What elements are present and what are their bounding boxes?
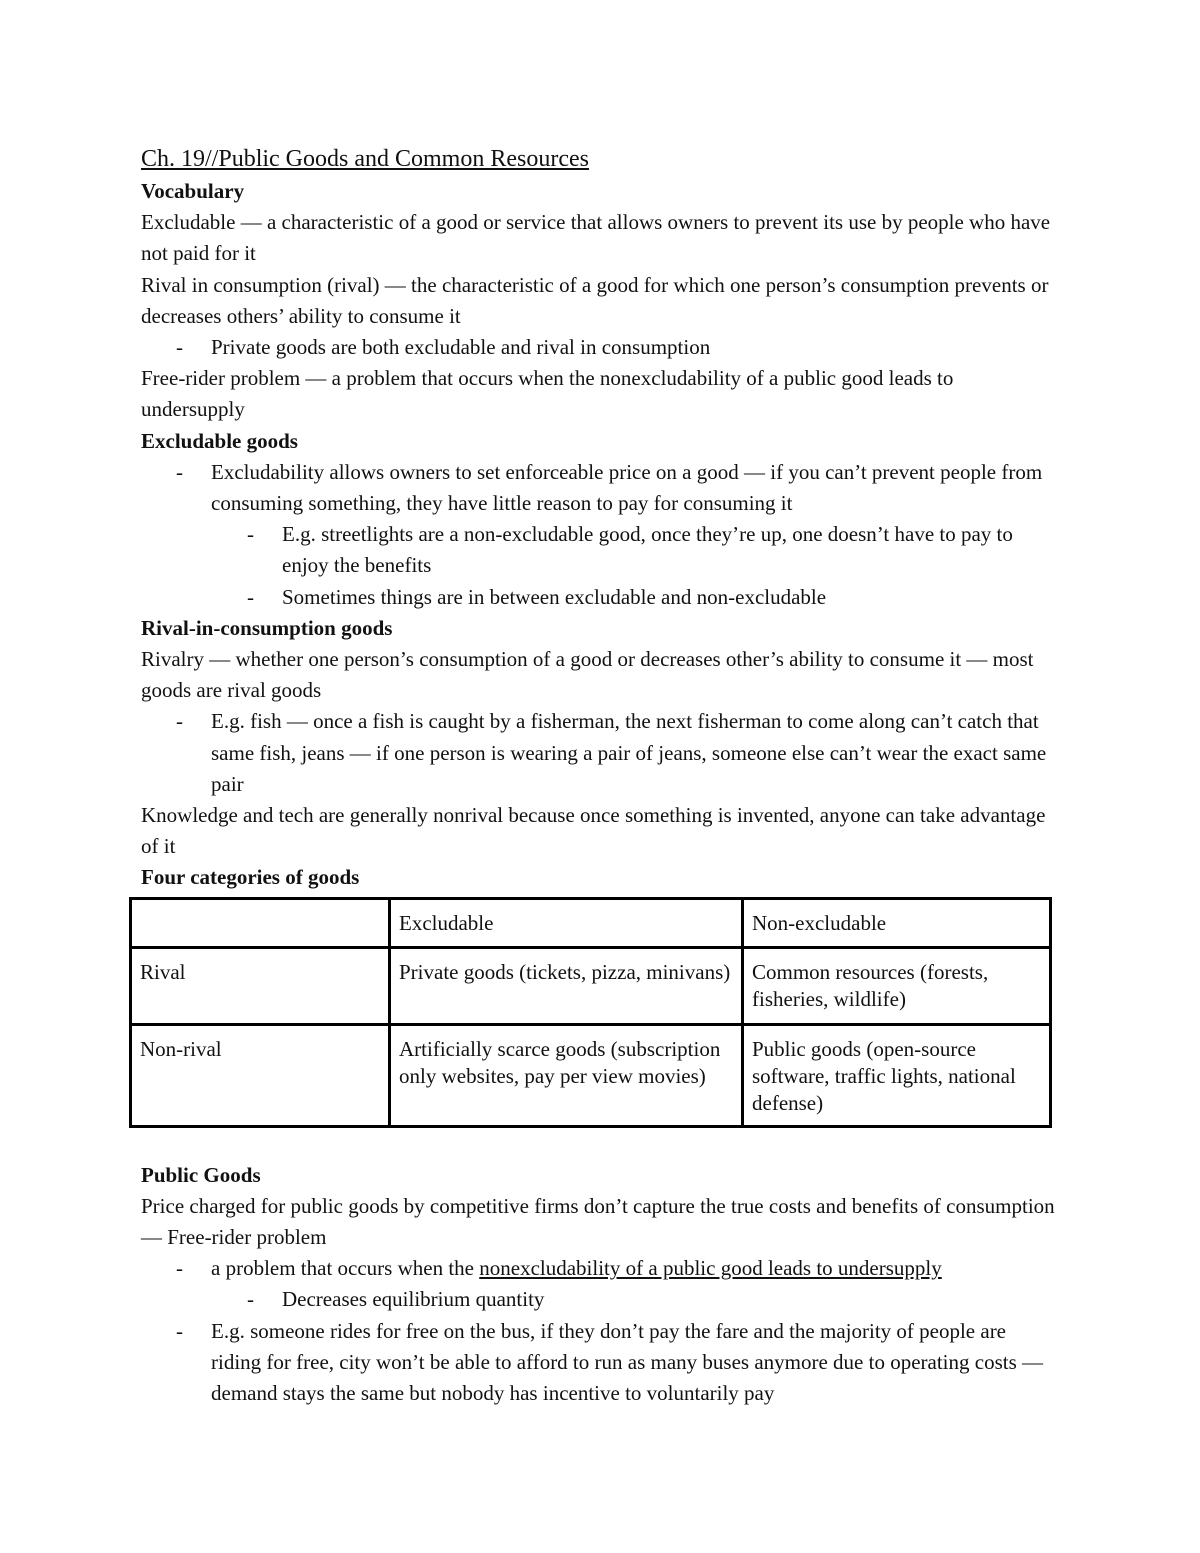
table-header-row	[131, 898, 1051, 947]
excludable-goods-list	[141, 457, 1061, 613]
vocabulary-heading: Vocabulary	[141, 179, 245, 203]
table-cell: Artificially scarce goods (subscription only websites, pay per view movies)	[390, 1024, 743, 1126]
vocabulary-list	[141, 332, 1061, 363]
spacer	[141, 1128, 1061, 1160]
list-item: - Decreases equilibrium quantity	[141, 1284, 1061, 1315]
list-item-text: a problem that occurs when the	[211, 1256, 480, 1281]
list-item: - Sometimes things are in between excludable and non-excludable	[141, 582, 1061, 613]
table-row-non-rival	[131, 1024, 1051, 1126]
table-cell: Public goods (open-source software, traffic lights, national defense)	[743, 1024, 1051, 1126]
document-page	[141, 142, 1061, 1409]
public-goods-list	[141, 1253, 1061, 1409]
rival-goods-list	[141, 706, 1061, 800]
column-header-non-excludable: Non-excludable	[743, 898, 1051, 947]
list-item: - E.g. someone rides for free on the bus, if they don’t pay the fare and the majority of people are riding for free, city won’t be able to afford to run as many buses anymore due to operating costs — demand stays the same but nobody has incentive to voluntarily pay	[141, 1316, 1061, 1410]
table-row-rival	[131, 947, 1051, 1024]
table-corner-cell	[131, 898, 390, 947]
row-label-non-rival: Non-rival	[131, 1024, 390, 1126]
public-goods-heading: Public Goods	[141, 1162, 261, 1187]
list-item	[141, 1253, 1061, 1284]
table-cell: Private goods (tickets, pizza, minivans)	[390, 947, 743, 1024]
goods-categories-table	[129, 897, 1052, 1128]
list-item: - Private goods are both excludable and rival in consumption	[141, 332, 1061, 363]
public-goods-paragraph: Price charged for public goods by competitive firms don’t capture the true costs and benefits of consumption — Free-rider problem	[141, 1193, 1055, 1250]
rival-definition: Rival in consumption (rival) — the characteristic of a good for which one person’s consumption prevents or decreases others’ ability to consume it	[141, 272, 1049, 328]
free-rider-definition: Free-rider problem — a problem that occurs when the nonexcludability of a public good leads to undersupply	[141, 366, 954, 422]
four-categories-heading: Four categories of goods	[141, 865, 360, 890]
list-item: - Excludability allows owners to set enforceable price on a good — if you can’t prevent people from consuming something, they have little reason to pay for consuming it	[141, 457, 1061, 519]
excludable-definition: Excludable — a characteristic of a good or service that allows owners to prevent its use by people who have not paid for it	[141, 210, 1051, 266]
rivalry-paragraph: Rivalry — whether one person’s consumption of a good or decreases other’s ability to consume it — most goods are rival goods	[141, 647, 1034, 703]
page-title: Ch. 19//Public Goods and Common Resources	[141, 146, 589, 172]
knowledge-paragraph: Knowledge and tech are generally nonrival because once something is invented, anyone can take advantage of it	[141, 803, 1046, 859]
excludable-goods-heading: Excludable goods	[141, 428, 298, 453]
list-item: - E.g. fish — once a fish is caught by a fisherman, the next fisherman to come along can’t catch that same fish, jeans — if one person is wearing a pair of jeans, someone else can’t wear the exact same pair	[141, 706, 1061, 800]
row-label-rival: Rival	[131, 947, 390, 1024]
underlined-text: nonexcludability of a public good leads to undersupply	[479, 1256, 942, 1281]
table-cell: Common resources (forests, fisheries, wildlife)	[743, 947, 1051, 1024]
rival-goods-heading: Rival-in-consumption goods	[141, 615, 393, 640]
list-item: - E.g. streetlights are a non-excludable good, once they’re up, one doesn’t have to pay to enjoy the benefits	[141, 519, 1061, 581]
column-header-excludable: Excludable	[390, 898, 743, 947]
